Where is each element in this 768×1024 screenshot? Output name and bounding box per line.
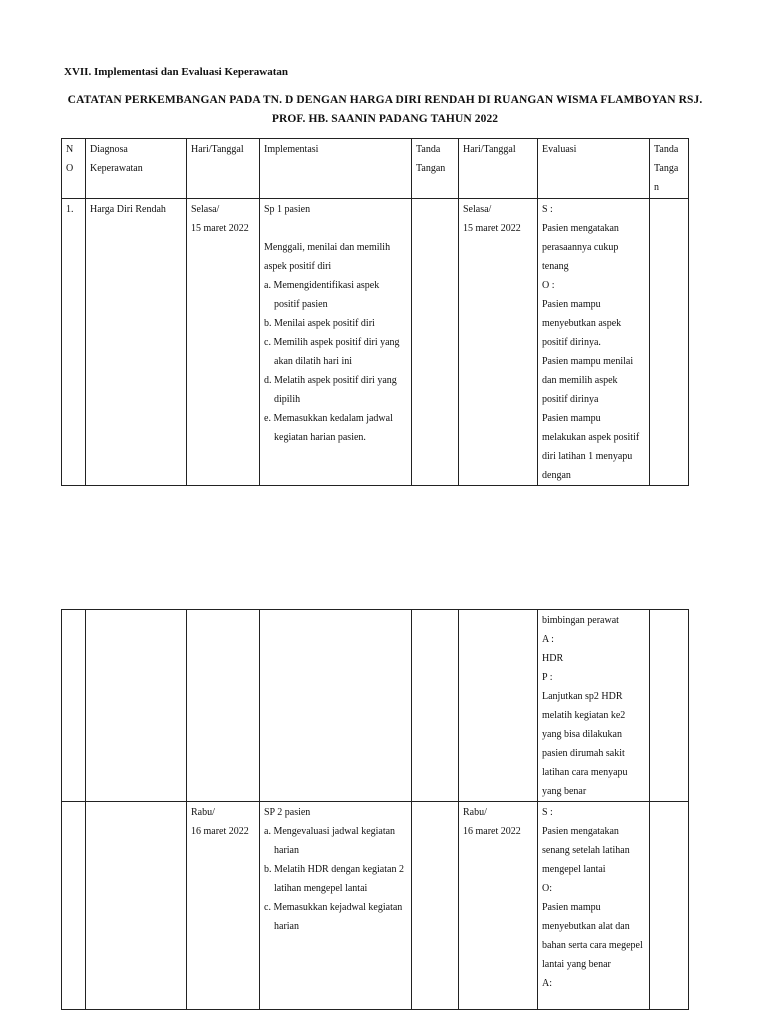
tanda-tangan-eval-cell	[650, 199, 689, 486]
day: Rabu/	[191, 807, 215, 818]
implementasi-cell	[260, 199, 412, 486]
eval-line: Lanjutkan sp2 HDR melatih kegiatan ke2 yang bisa dilakukan pasien dirumah sakit latihan cara menyapu yang benar	[542, 691, 628, 797]
list-item: a. Memengidentifikasi aspek positif pasien	[264, 280, 380, 310]
date: 16 maret 2022	[191, 826, 249, 837]
header-diagnosa: Diagnosa Keperawatan	[86, 139, 187, 199]
impl-steps	[264, 822, 407, 936]
eval-line: O :	[542, 280, 555, 291]
impl-intro: Menggali, menilai dan memilih aspek positif diri	[264, 242, 391, 272]
header-hari-tanggal: Hari/Tanggal	[187, 139, 260, 199]
eval-line: Pasien mampu menilai dan memilih aspek positif dirinya	[542, 356, 634, 405]
eval-line: A :	[542, 634, 554, 645]
date: 15 maret 2022	[463, 223, 521, 234]
eval-line: HDR	[542, 653, 564, 664]
hari-tanggal-eval-cell	[459, 802, 538, 1010]
list-item: e. Memasukkan kedalam jadwal kegiatan harian pasien.	[264, 413, 393, 443]
nursing-progress-table	[61, 138, 689, 486]
header-hari-tanggal-eval: Hari/Tanggal	[459, 139, 538, 199]
eval-line: bimbingan perawat	[542, 615, 619, 626]
evaluasi-cell	[538, 610, 650, 802]
impl-steps	[264, 276, 407, 447]
list-item: d. Melatih aspek positif diri yang dipilih	[264, 375, 397, 405]
eval-line: Pasien mampu menyebutkan aspek positif dirinya.	[542, 299, 622, 348]
date: 16 maret 2022	[463, 826, 521, 837]
list-item: b. Menilai aspek positif diri	[264, 318, 375, 329]
hari-tanggal-cell	[187, 802, 260, 1010]
header-implementasi: Implementasi	[260, 139, 412, 199]
day: Selasa/	[463, 204, 492, 215]
eval-line: P :	[542, 672, 553, 683]
eval-line: O:	[542, 883, 552, 894]
eval-line: Pasien mampu menyebutkan alat dan bahan serta cara megepel lantai yang benar	[542, 902, 643, 970]
tanda-tangan-cell	[412, 199, 459, 486]
list-item: c. Memasukkan kejadwal kegiatan harian	[264, 902, 403, 932]
hari-tanggal-cell	[187, 199, 260, 486]
date: 15 maret 2022	[191, 223, 249, 234]
eval-line: Pasien mengatakan senang setelah latihan mengepel lantai	[542, 826, 630, 875]
eval-line: A:	[542, 978, 552, 989]
impl-title: Sp 1 pasien	[264, 204, 311, 215]
day: Rabu/	[463, 807, 487, 818]
list-item: c. Memilih aspek positif diri yang akan dilatih hari ini	[264, 337, 400, 367]
list-item: b. Melatih HDR dengan kegiatan 2 latihan mengepel lantai	[264, 864, 404, 894]
document-title-line-2: PROF. HB. SAANIN PADANG TAHUN 2022	[271, 113, 499, 125]
evaluasi-cell	[538, 802, 650, 1010]
header-evaluasi: Evaluasi	[538, 139, 650, 199]
eval-line: Pasien mengatakan perasaannya cukup tenang	[542, 223, 619, 272]
section-heading: XVII. Implementasi dan Evaluasi Keperawatan	[64, 66, 288, 78]
document-title-line-1: CATATAN PERKEMBANGAN PADA TN. D DENGAN HARGA DIRI RENDAH DI RUANGAN WISMA FLAMBOYAN RSJ.	[67, 94, 703, 106]
implementasi-cell	[260, 802, 412, 1010]
table-header-row	[62, 139, 689, 199]
nursing-progress-table-continued	[61, 609, 689, 1010]
eval-line: S :	[542, 204, 553, 215]
table-row	[62, 802, 689, 1010]
header-tanda-tangan: Tanda Tangan	[412, 139, 459, 199]
eval-line: S :	[542, 807, 553, 818]
diagnosa-cell: Harga Diri Rendah	[86, 199, 187, 486]
table-row	[62, 199, 689, 486]
hari-tanggal-eval-cell	[459, 199, 538, 486]
table-row	[62, 610, 689, 802]
list-item: a. Mengevaluasi jadwal kegiatan harian	[264, 826, 396, 856]
header-tanda-tangan-eval: Tanda Tanga n	[650, 139, 689, 199]
row-number: 1.	[62, 199, 86, 486]
day: Selasa/	[191, 204, 220, 215]
eval-line: Pasien mampu melakukan aspek positif diri latihan 1 menyapu dengan	[542, 413, 640, 481]
impl-title: SP 2 pasien	[264, 807, 311, 818]
evaluasi-cell	[538, 199, 650, 486]
header-no: N O	[62, 139, 86, 199]
